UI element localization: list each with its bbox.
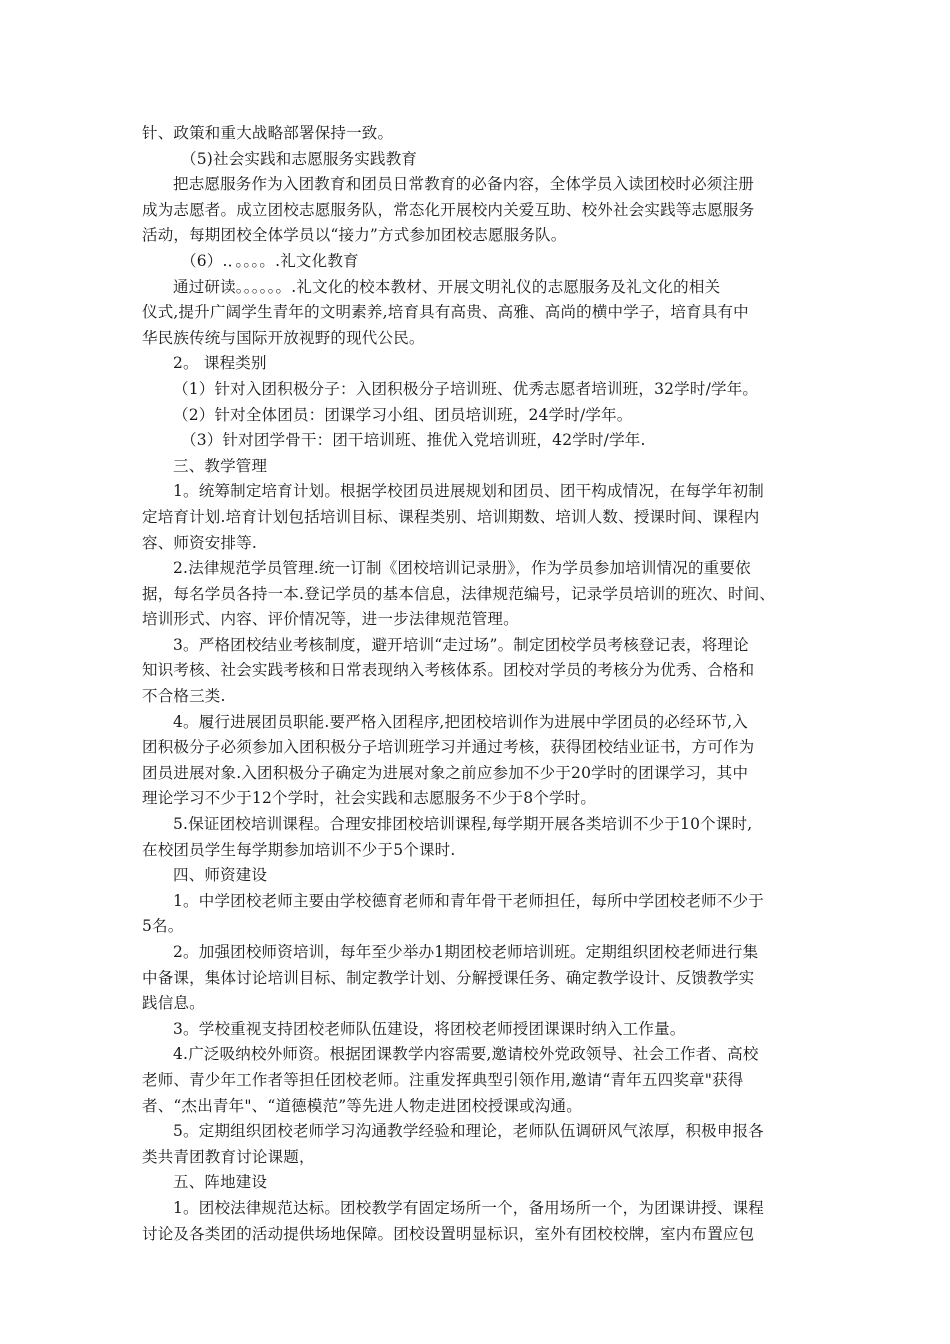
- text-line: 3。学校重视支持团校老师队伍建设，将团校老师授团课课时纳入工作量。: [173, 1019, 686, 1038]
- text-line: 2。加强团校师资培训，每年至少举办1期团校老师培训班。定期组织团校老师进行集: [173, 943, 759, 961]
- text-line: 讨论及各类团的活动提供场地保障。团校设置明显标识，室外有团校校牌，室内布置应包: [142, 1224, 755, 1243]
- text-line: 理论学习不少于12个学时，社会实践和志愿服务不少于8个学时。: [142, 789, 597, 808]
- text-line: 仪式,提升广阔学生青年的文明素养,培育具有高贵、高雅、高尚的横中学子，培育具有中: [142, 303, 749, 322]
- text-line: （2）针对全体团员：团课学习小组、团员培训班，24学时/学年。: [173, 405, 633, 424]
- text-line: 在校团员学生每学期参加培训不少于5个课时.: [142, 840, 456, 859]
- text-line: 培训形式、内容、评价情况等，进一步法律规范管理。: [142, 610, 519, 629]
- text-line: 活动，每期团校全体学员以“接力”方式参加团校志愿服务队。: [142, 226, 567, 245]
- text-line: （1）针对入团积极分子：入团积极分子培训班、优秀志愿者培训班，32学时/学年。: [173, 379, 759, 398]
- text-line: 1。团校法律规范达标。团校教学有固定场所一个，备用场所一个，为团课讲授、课程: [173, 1198, 764, 1217]
- text-line: 1。中学团校老师主要由学校德育老师和青年骨干老师担任，每所中学团校老师不少于: [173, 891, 764, 910]
- text-line: 老师、青少年工作者等担任团校老师。注重发挥典型引领作用,邀请“青年五四奖章"获得: [142, 1070, 744, 1089]
- text-line: 4。履行进展团员职能.要严格入团程序,把团校培训作为进展中学团员的必经环节,入: [173, 712, 748, 731]
- text-line: 类共青团教育讨论课题，: [142, 1147, 315, 1166]
- text-line: 成为志愿者。成立团校志愿服务队，常态化开展校内关爱互助、校外社会实践等志愿服务: [142, 200, 755, 219]
- text-line: 团员进展对象.入团积极分子确定为进展对象之前应参加不少于20学时的团课学习，其中: [142, 763, 749, 782]
- text-line: 4.广泛吸纳校外师资。根据团课教学内容需要,邀请校外党政领导、社会工作者、高校: [173, 1045, 759, 1064]
- text-line: 三、教学管理: [173, 456, 268, 475]
- text-line: 定培育计划.培育计划包括培训目标、课程类别、培训期数、培训人数、授课时间、课程内: [142, 507, 760, 526]
- text-line: 中备课，集体讨论培训目标、制定教学计划、分解授课任务、确定教学设计、反馈教学实: [142, 968, 755, 987]
- text-line: （5)社会实践和志愿服务实践教育: [181, 149, 418, 168]
- document-page: [142, 121, 812, 1247]
- text-line: 2.法律规范学员管理.统一订制《团校培训记录册》，作为学员参加培训情况的重要依: [173, 559, 751, 578]
- text-line: 5名。: [142, 917, 184, 936]
- text-line: 知识考核、社会实践考核和日常表现纳入考核体系。团校对学员的考核分为优秀、合格和: [142, 661, 755, 680]
- text-line: 不合格三类.: [142, 687, 226, 706]
- text-line: 5。定期组织团校老师学习沟通教学经验和理论，老师队伍调研风气浓厚，积极申报各: [173, 1122, 764, 1141]
- text-line: 针、政策和重大战略部署保持一致。: [142, 124, 394, 142]
- text-line: 容、师资安排等.: [142, 533, 258, 552]
- text-line: 3。严格团校结业考核制度，避开培训“走过场”。制定团校学员考核登记表，将理论: [173, 635, 749, 654]
- text-line: 5.保证团校培训课程。合理安排团校培训课程,每学期开展各类培训不少于10个课时,: [173, 815, 753, 834]
- text-line: 践信息。: [142, 994, 205, 1013]
- text-line: 者、“杰出青年"、“道德模范”等先进人物走进团校授课或沟通。: [142, 1096, 582, 1115]
- text-line: 2。 课程类别: [173, 354, 267, 373]
- text-line: 1。统筹制定培育计划。根据学校团员进展规划和团员、团干构成情况，在每学年初制: [173, 482, 764, 501]
- text-line: 通过研读。。。。。。.礼文化的校本教材、开展文明礼仪的志愿服务及礼文化的相关: [173, 277, 721, 296]
- text-line: （3）针对团学骨干：团干培训班、推优入党培训班，42学时/学年.: [181, 431, 646, 450]
- text-line: 华民族传统与国际开放视野的现代公民。: [142, 328, 425, 347]
- text-line: 团积极分子必须参加入团积极分子培训班学习并通过考核，获得团校结业证书，方可作为: [142, 738, 755, 757]
- text-line: 五、阵地建设: [173, 1173, 268, 1192]
- text-line: 把志愿服务作为入团教育和团员日常教育的必备内容，全体学员入读团校时必须注册: [173, 175, 754, 194]
- text-line: 据，每名学员各持一本.登记学员的基本信息，法律规范编号，记录学员培训的班次、时间、: [142, 584, 776, 603]
- text-line: （6）.．。。。。.礼文化教育: [181, 251, 359, 270]
- text-line: 四、师资建设: [173, 866, 268, 885]
